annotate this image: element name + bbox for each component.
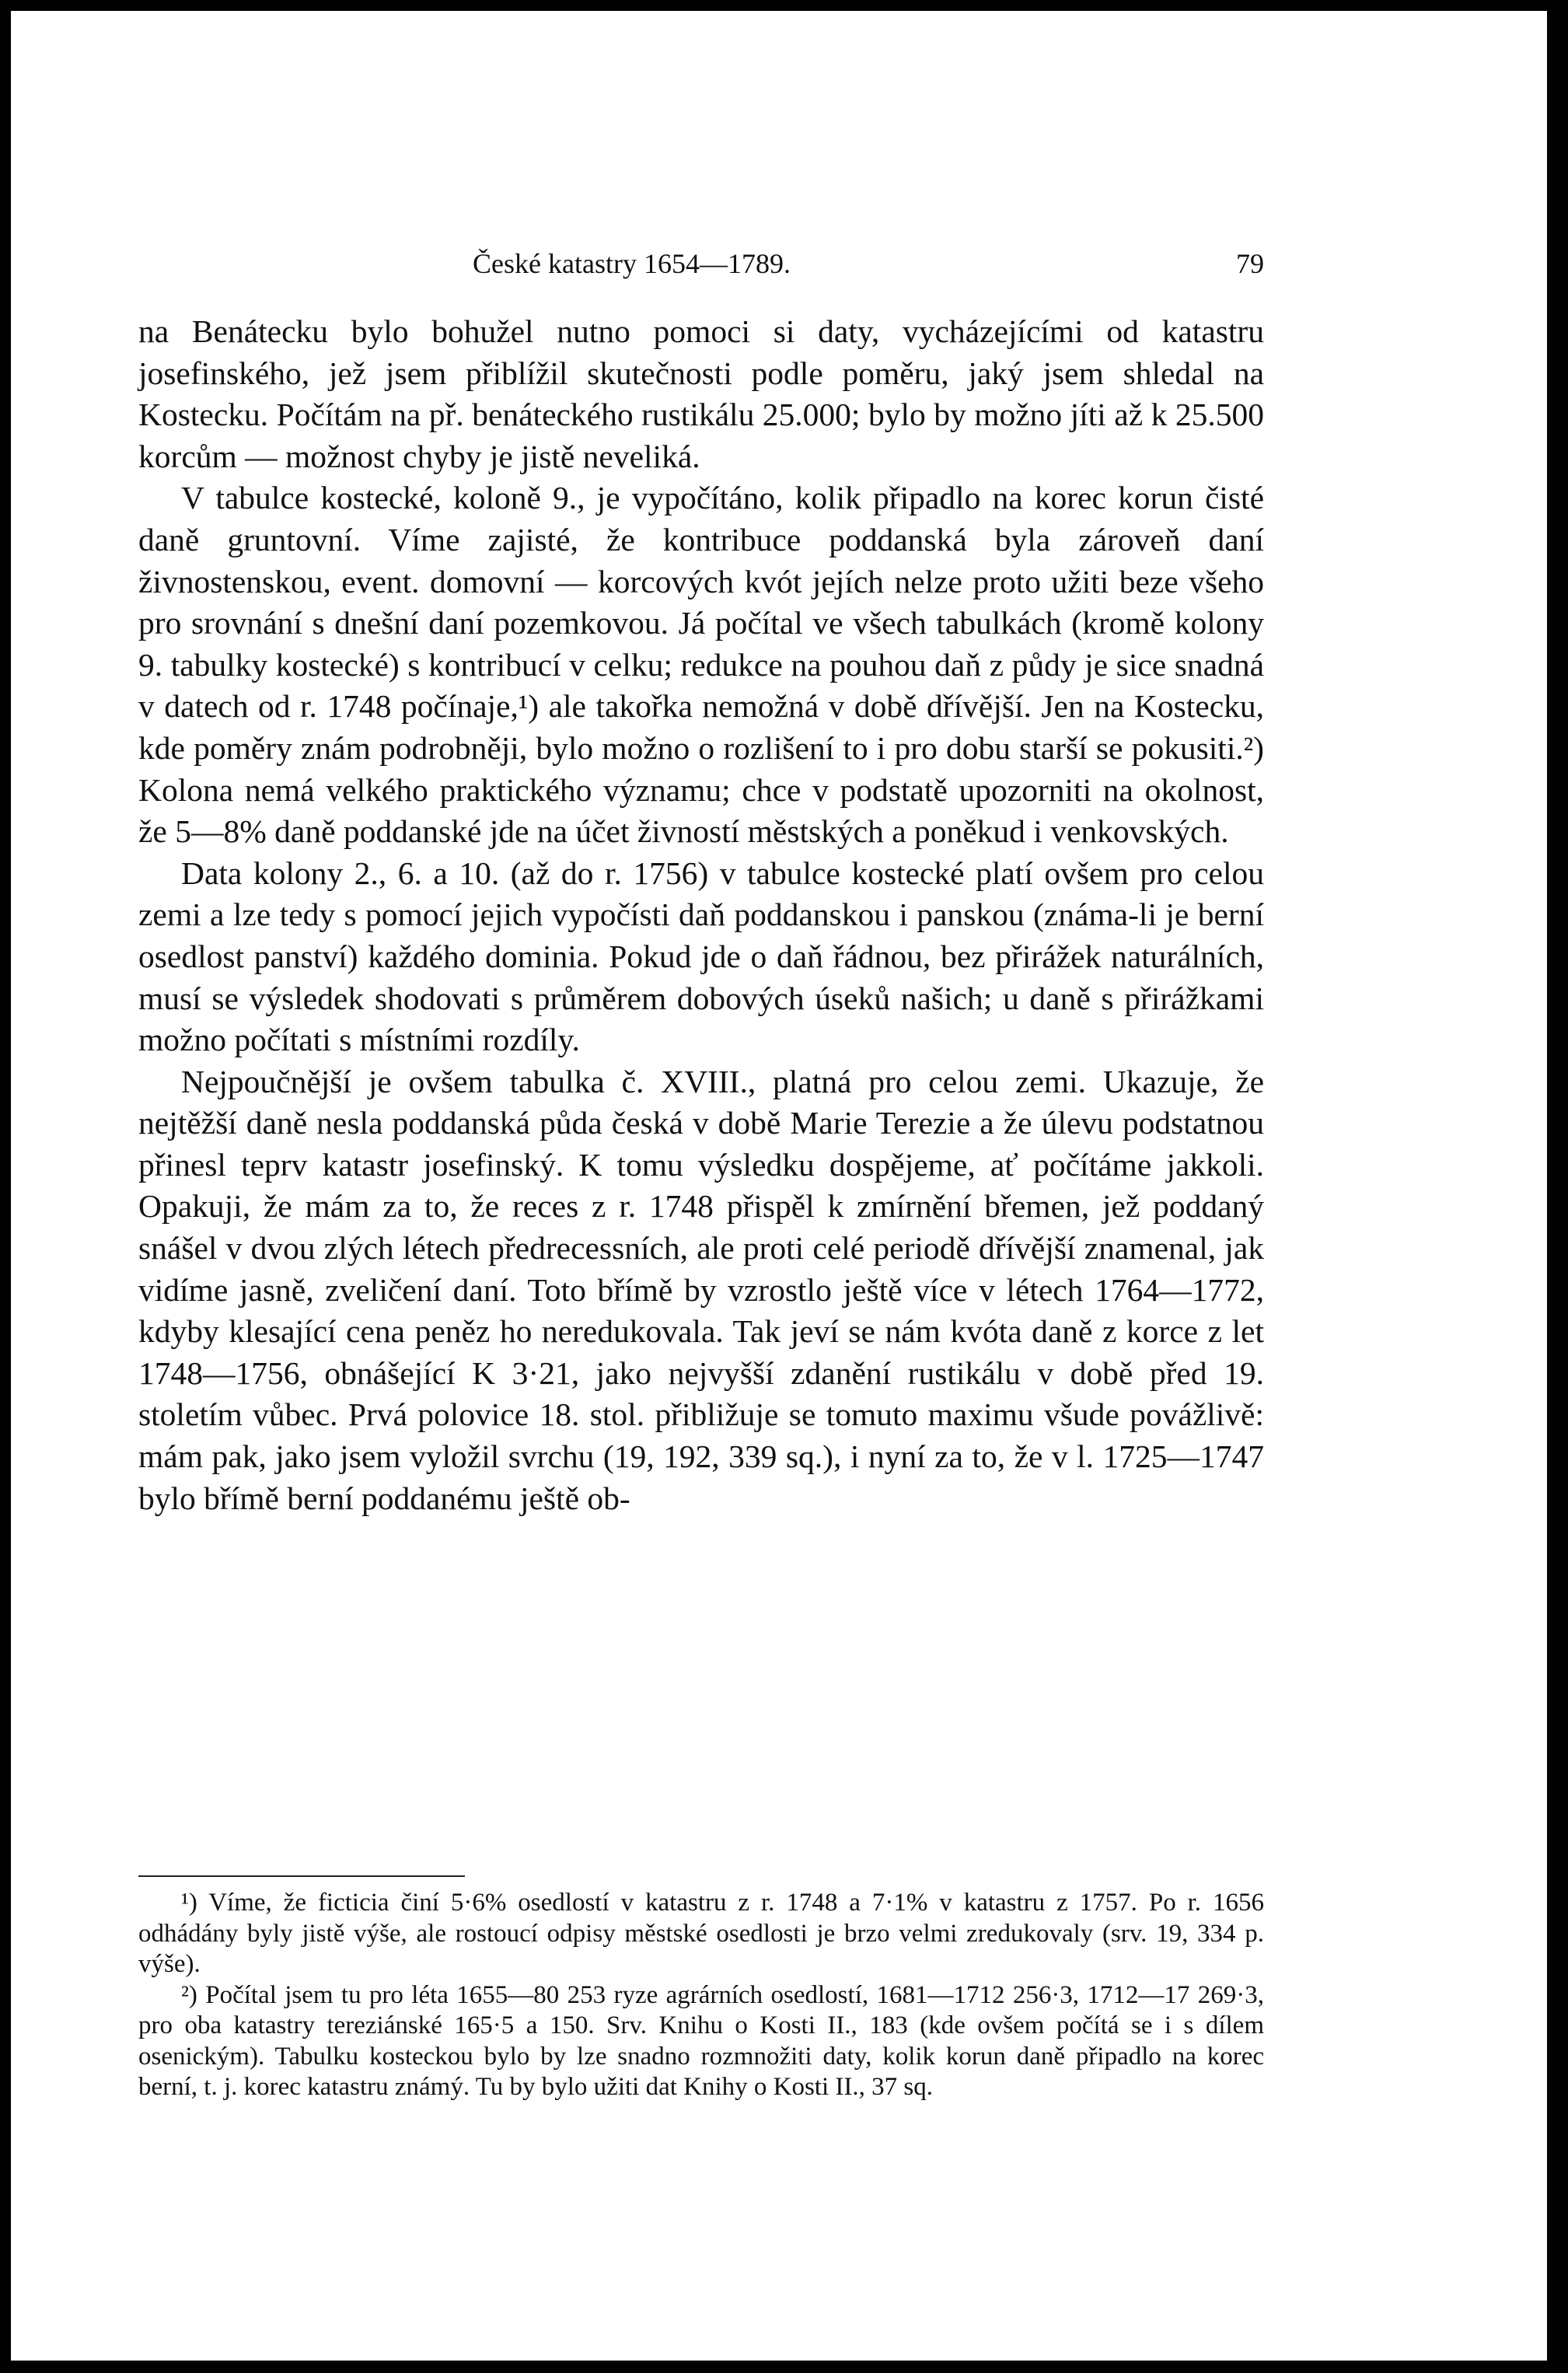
running-header xyxy=(138,247,1264,294)
footnote: ²) Počítal jsem tu pro léta 1655—80 253 ryze agrárních osedlostí, 1681—1712 256·3, 1712—17 269·3, pro oba katastry tereziánské 165·5 a 150. Srv. Knihu o Kosti II., 183 (kde ovšem počítá se i s dílem osenickým). Tabulku kosteckou bylo by lze snadno rozmnožiti daty, kolik korun daně připadlo na korec berní, t. j. korec katastru známý. Tu by bylo užiti dat Knihy o Kosti II., 37 sq. xyxy=(138,1980,1264,2101)
running-title: České katastry 1654—1789. xyxy=(473,248,791,279)
paragraph: Data kolony 2., 6. a 10. (až do r. 1756) v tabulce kostecké platí ovšem pro celou zemi a lze tedy s pomocí jejich vypočísti daň poddanskou i panskou (známa-li je berní osedlost panství) každého dominia. Pokud jde o daň řádnou, bez přirážek naturálních, musí se výsledek shodovati s průměrem dobových úseků našich; u daně s přirážkami možno počítati s místními rozdíly. xyxy=(138,854,1264,1058)
footnote: ¹) Víme, že ficticia činí 5·6% osedlostí v katastru z r. 1748 a 7·1% v katastru z 1757. Po r. 1656 odhádány byly jistě výše, ale rostoucí odpisy městské osedlosti je brzo velmi zredukovaly (srv. 19, 334 p. výše). xyxy=(138,1889,1264,1978)
paragraph: na Benátecku bylo bohužel nutno pomoci si daty, vycházejícími od katastru josefinského, jež jsem přiblížil skutečnosti podle poměru, jaký jsem shledal na Kostecku. Počítám na př. benáteckého rustikálu 25.000; bylo by možno jíti až k 25.500 korcům — možnost chyby je jistě neveliká. xyxy=(138,313,1264,474)
paragraph: Nejpoučnější je ovšem tabulka č. XVIII., platná pro celou zemi. Ukazuje, že nejtěžší daně nesla poddanská půda česká v době Marie Terezie a že úlevu podstatnou přinesl teprv katastr josefinský. K tomu výsledku dospějeme, ať počítáme jakkoli. Opakuji, že mám za to, že reces z r. 1748 přispěl k zmírnění břemen, jež poddaný snášel v dvou zlých létech předrecessních, ale proti celé periodě dřívější znamenal, jak vidíme jasně, zveličení daní. Toto břímě by vzrostlo ještě více v létech 1764—1772, kdyby klesající cena peněz ho neredukovala. Tak jeví se nám kvóta daně z korce z let 1748—1756, obnášející K 3·21, jako nejvyšší zdanění rustikálu v době před 19. stoletím vůbec. Prvá polovice 18. stol. přibližuje se tomuto maximu všude povážlivě: mám pak, jako jsem vyložil svrchu (19, 192, 339 sq.), i nyní za to, že v l. 1725—1747 bylo břímě berní poddanému ještě ob- xyxy=(138,1063,1264,1516)
footnotes xyxy=(138,1888,1264,2103)
body-text xyxy=(138,311,1264,1519)
footnote-divider xyxy=(138,1875,465,1877)
page-number: 79 xyxy=(1236,248,1264,279)
paragraph: V tabulce kostecké, koloně 9., je vypočítáno, kolik připadlo na korec korun čisté daně gruntovní. Víme zajisté, že kontribuce poddanská byla zároveň daní živnostenskou, event. domovní — korcových kvót jejích nelze proto užiti beze všeho pro srovnání s dnešní daní pozemkovou. Já počítal ve všech tabulkách (kromě kolony 9. tabulky kostecké) s kontribucí v celku; redukce na pouhou daň z půdy je sice snadná v datech od r. 1748 počínaje,¹) ale takořka nemožná v době dřívější. Jen na Kostecku, kde poměry znám podrobněji, bylo možno o rozlišení to i pro dobu starší se pokusiti.²) Kolona nemá velkého praktického významu; chce v podstatě upozorniti na okolnost, že 5—8% daně poddanské jde na účet živností městských a poněkud i venkovských. xyxy=(138,480,1264,850)
